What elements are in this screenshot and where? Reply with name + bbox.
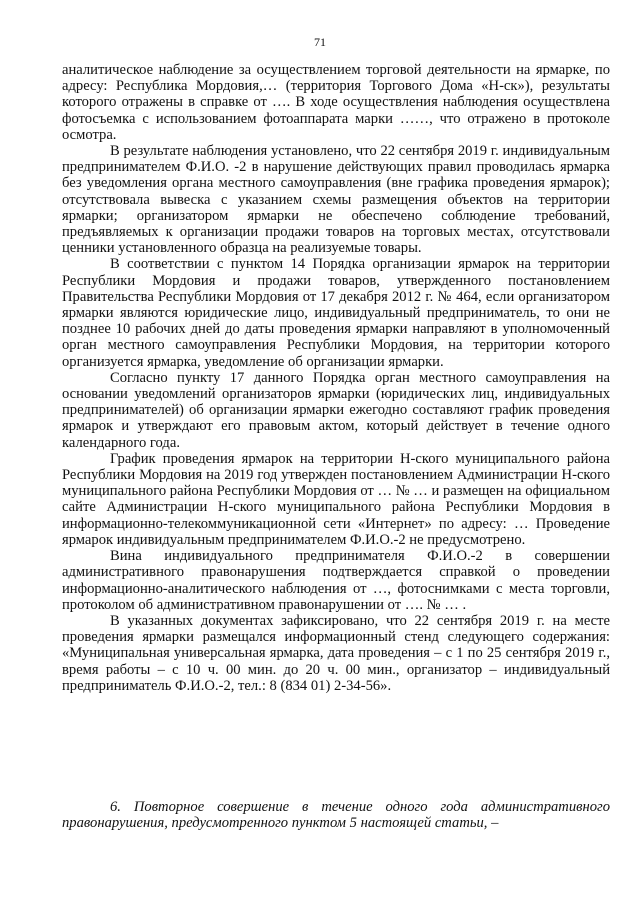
paragraph-procedure-point-14: В соответствии с пунктом 14 Порядка организации ярмарок на территории Республики Мордовия и продажи товаров, утвержденного постановлением Правительства Республики Мордовия от 17 декабря 2012 г. № 464, если организатором ярмарки являются юридические лицо, индивидуальный предприниматель, то они не позднее 10 рабочих дней до даты проведения ярмарки направляют в уполномоченный орган местного самоуправления Республики Мордовия, на территории которого организуется ярмарка, уведомление об организации ярмарки.	[62, 256, 610, 370]
paragraph-observation: аналитическое наблюдение за осуществлением торговой деятельности на ярмарке, по адресу: Республика Мордовия,… (территория Торгового Дома «Н-ск»), результаты которого отражены в справке от …. В ходе осуществления наблюдения осуществлена фотосъемка с использованием фотоаппарата марки ……, что отражено в протоколе осмотра.	[62, 62, 610, 143]
paragraph-fair-schedule: График проведения ярмарок на территории Н-ского муниципального района Республики Мордовия на 2019 год утвержден постановлением Администрации Н-ского муниципального района Республики Мордовия от … № … и размещен на официальном сайте Администрации Н-ского муниципального района Республики Мордовия в информационно-телекоммуникационной сети «Интернет» по адресу: … Проведение ярмарок индивидуальным предпринимателем Ф.И.О.-2 не предусмотрено.	[62, 450, 610, 548]
section-heading-6: 6. Повторное совершение в течение одного года административного правонарушения, предусмотренного пунктом 5 настоящей статьи, –	[62, 799, 610, 832]
paragraph-documents-recorded: В указанных документах зафиксировано, что 22 сентября 2019 г. на месте проведения ярмарки размещался информационный стенд следующего содержания: «Муниципальная универсальная ярмарка, дата проведения – с 1 по 25 сентября 2019 г., время работы – с 10 ч. 00 мин. до 20 ч. 00 мин., организатор – индивидуальный предприниматель Ф.И.О.-2, тел.: 8 (834 01) 2-34-56».	[62, 612, 610, 694]
paragraph-guilt-evidence: Вина индивидуального предпринимателя Ф.И.О.-2 в совершении административного правонарушения подтверждается справкой о проведении информационно-аналитического наблюдения от …, фотоснимками с места торговли, протоколом об административном правонарушении от …. № … .	[62, 548, 610, 613]
paragraph-procedure-point-17: Согласно пункту 17 данного Порядка орган местного самоуправления на основании уведомлений организаторов ярмарки (юридических лиц, индивидуальных предпринимателей) об организации ярмарки ежегодно составляют график проведения ярмарок и утверждают его правовым актом, который действует в течение одного календарного года.	[62, 369, 610, 451]
page-number: 71	[314, 35, 326, 49]
paragraph-findings: В результате наблюдения установлено, что 22 сентября 2019 г. индивидуальным предпринимателем Ф.И.О. -2 в нарушение действующих правил проводилась ярмарка без уведомления органа местного самоуправления (вне графика проведения ярмарок); отсутствовала вывеска с указанием схемы размещения объектов на территории ярмарки; организатором ярмарки не обеспечено соблюдение требований, предъявляемых к организации продажи товаров на торговых местах, отсутствовали ценники установленного образца на реализуемые товары.	[62, 143, 610, 257]
body-text	[62, 62, 610, 694]
